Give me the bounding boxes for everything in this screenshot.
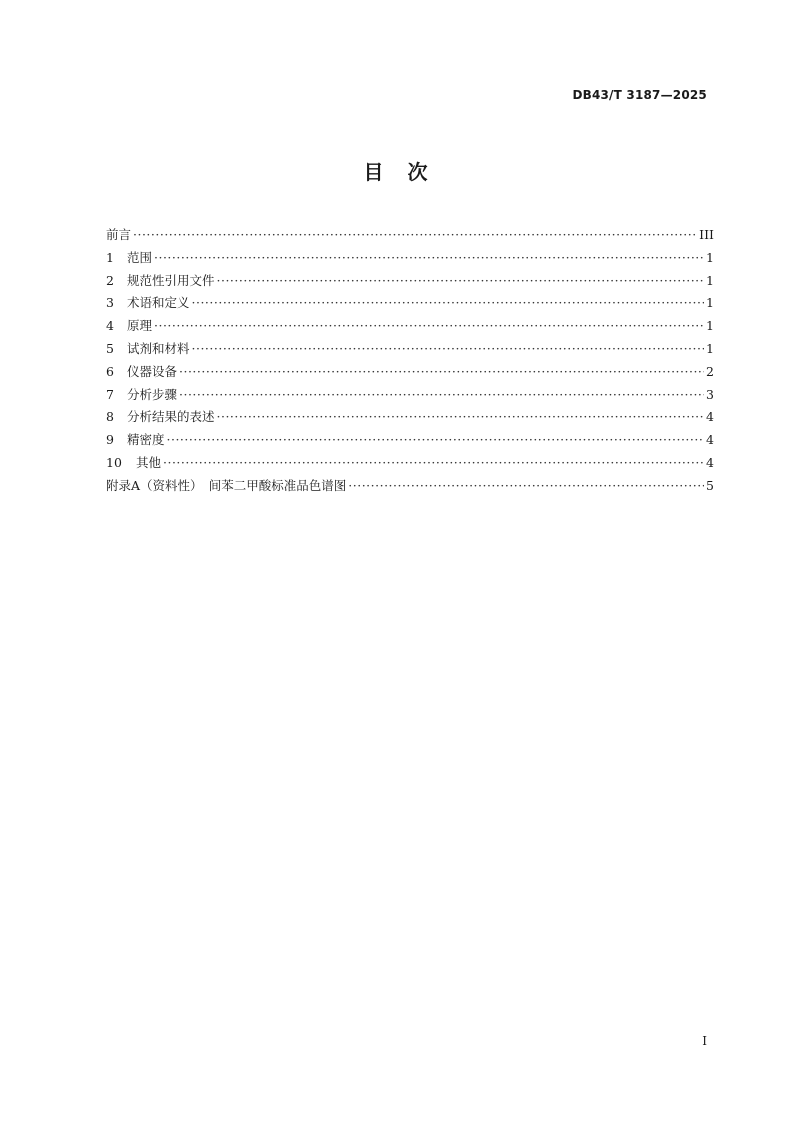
toc-entry-label: 附录A（资料性） 间苯二甲酸标准品色谱图 [106, 477, 347, 493]
toc-entry-page: III [699, 227, 714, 242]
toc-entry-label: 仪器设备 [127, 363, 178, 379]
toc-entry-page: 2 [706, 363, 714, 379]
toc-dot-leader [179, 361, 704, 384]
toc-entry-3[interactable] [106, 292, 714, 315]
toc-entry-label: 术语和定义 [127, 295, 190, 311]
toc-entry-page: 1 [706, 295, 714, 311]
toc-entry-number: 4 [106, 318, 114, 334]
toc-dot-leader [192, 338, 704, 361]
toc-dot-leader [133, 224, 697, 247]
toc-entry-label: 原理 [127, 318, 153, 334]
toc-entry-page: 4 [706, 454, 714, 470]
document-code: DB43/T 3187—2025 [572, 88, 707, 102]
toc-dot-leader [179, 384, 704, 407]
toc-entry-5[interactable] [106, 338, 714, 361]
toc-entry-label: 规范性引用文件 [127, 272, 215, 288]
toc-dot-leader [167, 429, 704, 452]
toc-entry-page: 1 [706, 249, 714, 265]
toc-entry-page: 4 [706, 409, 714, 425]
toc-entry-page: 5 [706, 477, 714, 493]
toc-entry-7[interactable] [106, 384, 714, 407]
toc-entry-number: 9 [106, 432, 114, 448]
toc-dot-leader [163, 452, 704, 475]
toc-entry-number: 7 [106, 386, 114, 402]
toc-entry-page: 1 [706, 272, 714, 288]
toc-entry-label: 其他 [136, 454, 162, 470]
toc-entry-2[interactable] [106, 270, 714, 293]
toc-entry-8[interactable] [106, 406, 714, 429]
page-title: 目 次 [363, 160, 430, 184]
toc-entry-number: 8 [106, 409, 114, 425]
toc-entry-page: 4 [706, 432, 714, 448]
toc-entry-label: 精密度 [127, 432, 165, 448]
page-number: I [702, 1034, 707, 1048]
toc-entry-foreword[interactable] [106, 224, 714, 247]
toc-entry-number: 6 [106, 363, 114, 379]
toc-entry-10[interactable] [106, 452, 714, 475]
toc-entry-label: 分析步骤 [127, 386, 178, 402]
toc-entry-9[interactable] [106, 429, 714, 452]
toc-entry-label: 试剂和材料 [127, 340, 190, 356]
toc-entry-page: 1 [706, 340, 714, 356]
toc-entry-label: 范围 [127, 249, 153, 265]
toc-entry-appendix-a[interactable] [106, 475, 714, 498]
toc-entry-number: 3 [106, 295, 114, 311]
toc-entry-6[interactable] [106, 361, 714, 384]
toc-dot-leader [154, 247, 704, 270]
toc-entry-page: 1 [706, 318, 714, 334]
toc-entry-number: 5 [106, 340, 114, 356]
toc-entry-1[interactable] [106, 247, 714, 270]
toc-entry-number: 1 [106, 249, 114, 265]
toc-dot-leader [154, 315, 704, 338]
toc-entry-number: 2 [106, 272, 114, 288]
toc-dot-leader [192, 292, 704, 315]
toc-entry-page: 3 [706, 386, 714, 402]
toc-entry-number: 10 [106, 454, 122, 470]
toc-entry-label: 分析结果的表述 [127, 409, 215, 425]
toc-dot-leader [217, 406, 704, 429]
toc-entry-label: 前言 [106, 227, 132, 242]
table-of-contents [106, 224, 714, 498]
toc-entry-4[interactable] [106, 315, 714, 338]
toc-dot-leader [348, 475, 704, 498]
toc-dot-leader [217, 270, 704, 293]
